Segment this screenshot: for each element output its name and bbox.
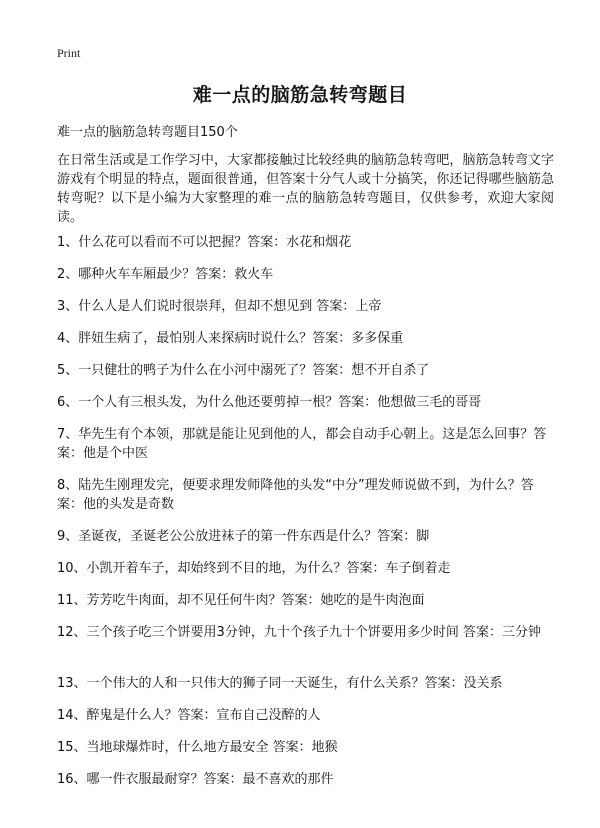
qa-item-2: 2、哪种火车车厢最少？答案：救火车 <box>57 267 274 282</box>
qa-item-15: 15、当地球爆炸时，什么地方最安全 答案：地猴 <box>57 740 338 755</box>
qa-item-12: 12、三个孩子吃三个饼要用3分钟，九十个孩子九十个饼要用多少时间 答案：三分钟 <box>57 625 541 640</box>
qa-item-8: 8、陆先生刚理发完，便要求理发师降他的头发“中分”理发师说做不到，为什么？答案：他的头发是奇数 <box>57 478 534 512</box>
qa-item-10: 10、小凯开着车子，却始终到不目的地，为什么？答案：车子倒着走 <box>57 561 451 576</box>
qa-item-5: 5、一只健壮的鸭子为什么在小河中溺死了？答案：想不开自杀了 <box>57 363 430 378</box>
qa-item-1: 1、什么花可以看而不可以把握？答案：水花和烟花 <box>57 235 352 250</box>
qa-list <box>57 233 557 802</box>
qa-item-4: 4、胖妞生病了，最怕别人来探病时说什么？答案：多多保重 <box>57 331 404 346</box>
print-label: Print <box>57 46 81 60</box>
qa-item-16: 16、哪一件衣服最耐穿？答案：最不喜欢的那件 <box>57 772 334 787</box>
qa-item-9: 9、圣诞夜，圣诞老公公放进袜子的第一件东西是什么？答案：脚 <box>57 529 430 544</box>
intro-paragraph: 在日常生活或是工作学习中，大家都接触过比较经典的脑筋急转弯吧，脑筋急转弯文字游戏有个明显的特点，题面很普通，但答案十分气人或十分搞笑，你还记得哪些脑筋急转弯呢？以下是小编为大家整理的难一点的脑筋急转弯题目，仅供参考，欢迎大家阅读。 <box>57 153 554 225</box>
qa-item-6: 6、一个人有三根头发，为什么他还要剪掉一根？答案：他想做三毛的哥哥 <box>57 395 482 410</box>
qa-item-13: 13、一个伟大的人和一只伟大的狮子同一天诞生，有什么关系？答案：没关系 <box>57 676 503 691</box>
qa-item-11: 11、芳芳吃牛肉面，却不见任何牛肉？答案：她吃的是牛肉泡面 <box>57 593 425 608</box>
qa-item-3: 3、什么人是人们说时很崇拜，但却不想见到 答案：上帝 <box>57 299 382 314</box>
document-subtitle: 难一点的脑筋急转弯题目150个 <box>57 125 238 140</box>
qa-item-7: 7、华先生有个本领，那就是能让见到他的人，都会自动手心朝上。这是怎么回事？答案：他是个中医 <box>57 427 547 461</box>
qa-item-14: 14、醉鬼是什么人？答案：宣布自己没醉的人 <box>57 708 321 723</box>
document-title: 难一点的脑筋急转弯题目 <box>192 84 408 106</box>
